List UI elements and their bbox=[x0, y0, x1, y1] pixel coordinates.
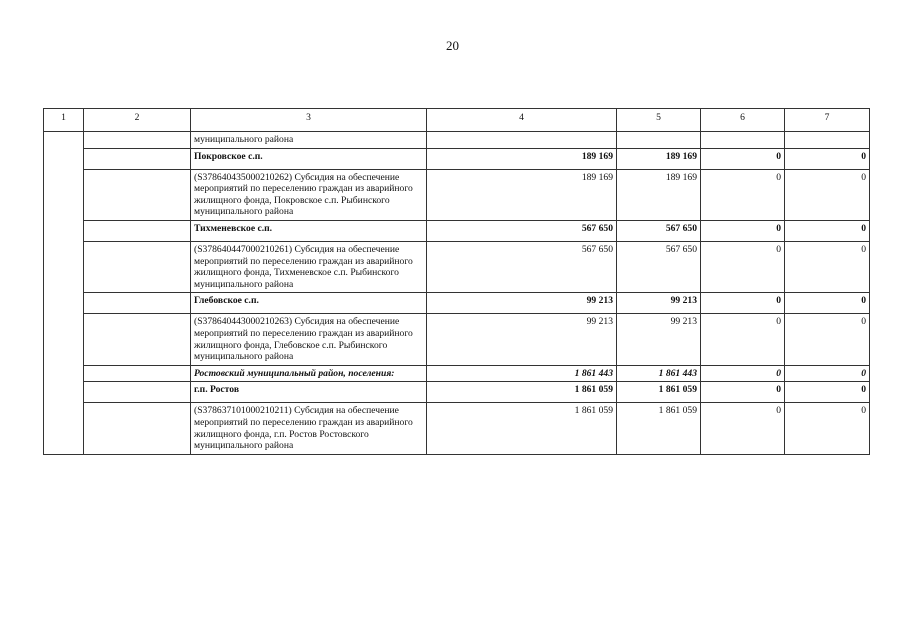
header-col-1: 1 bbox=[44, 109, 84, 132]
header-col-4: 4 bbox=[427, 109, 617, 132]
col2-cell bbox=[84, 293, 191, 314]
value-col4 bbox=[427, 132, 617, 149]
table-row bbox=[44, 314, 870, 365]
header-col-2: 2 bbox=[84, 109, 191, 132]
col2-cell bbox=[84, 132, 191, 149]
col2-cell bbox=[84, 169, 191, 220]
col2-cell bbox=[84, 403, 191, 454]
value-col4: 99 213 bbox=[427, 293, 617, 314]
value-col7: 0 bbox=[785, 169, 870, 220]
value-col4: 1 861 059 bbox=[427, 403, 617, 454]
col2-cell bbox=[84, 220, 191, 241]
value-col5: 1 861 443 bbox=[617, 365, 701, 382]
value-col5: 189 169 bbox=[617, 148, 701, 169]
col2-cell bbox=[84, 148, 191, 169]
value-col7: 0 bbox=[785, 241, 870, 292]
value-col5: 1 861 059 bbox=[617, 382, 701, 403]
value-col7: 0 bbox=[785, 148, 870, 169]
header-col-7: 7 bbox=[785, 109, 870, 132]
value-col4: 189 169 bbox=[427, 148, 617, 169]
value-col7: 0 bbox=[785, 220, 870, 241]
value-col6: 0 bbox=[701, 148, 785, 169]
col2-cell bbox=[84, 365, 191, 382]
value-col4: 1 861 059 bbox=[427, 382, 617, 403]
value-col6: 0 bbox=[701, 220, 785, 241]
name-cell: муниципального района bbox=[191, 132, 427, 149]
value-col4: 99 213 bbox=[427, 314, 617, 365]
name-cell: Покровское с.п. bbox=[191, 148, 427, 169]
value-col5: 567 650 bbox=[617, 220, 701, 241]
header-col-3: 3 bbox=[191, 109, 427, 132]
page-number: 20 bbox=[446, 38, 459, 53]
col2-cell bbox=[84, 382, 191, 403]
value-col5: 189 169 bbox=[617, 169, 701, 220]
value-col4: 1 861 443 bbox=[427, 365, 617, 382]
header-row bbox=[44, 109, 870, 132]
value-col5: 1 861 059 bbox=[617, 403, 701, 454]
name-cell: (S378640435000210262) Субсидия на обеспечение мероприятий по переселению граждан из аварийного жилищного фонда, Покровское с.п. Рыбинского муниципального района bbox=[191, 169, 427, 220]
table-row bbox=[44, 148, 870, 169]
value-col5: 99 213 bbox=[617, 293, 701, 314]
name-cell: Глебовское с.п. bbox=[191, 293, 427, 314]
budget-table bbox=[43, 108, 870, 455]
value-col4: 567 650 bbox=[427, 220, 617, 241]
value-col6: 0 bbox=[701, 169, 785, 220]
value-col6: 0 bbox=[701, 365, 785, 382]
value-col6 bbox=[701, 132, 785, 149]
col1-cell bbox=[44, 132, 84, 455]
name-cell: (S378637101000210211) Субсидия на обеспечение мероприятий по переселению граждан из аварийного жилищного фонда, г.п. Ростов Ростовского муниципального района bbox=[191, 403, 427, 454]
name-cell: Тихменевское с.п. bbox=[191, 220, 427, 241]
name-cell: (S378640443000210263) Субсидия на обеспечение мероприятий по переселению граждан из аварийного жилищного фонда, Глебовское с.п. Рыбинского муниципального района bbox=[191, 314, 427, 365]
table-row bbox=[44, 241, 870, 292]
value-col7: 0 bbox=[785, 403, 870, 454]
value-col7: 0 bbox=[785, 314, 870, 365]
table-row bbox=[44, 365, 870, 382]
table-row bbox=[44, 382, 870, 403]
value-col5: 567 650 bbox=[617, 241, 701, 292]
value-col6: 0 bbox=[701, 241, 785, 292]
col2-cell bbox=[84, 314, 191, 365]
value-col6: 0 bbox=[701, 293, 785, 314]
table-row bbox=[44, 293, 870, 314]
value-col6: 0 bbox=[701, 403, 785, 454]
value-col7: 0 bbox=[785, 382, 870, 403]
table-row bbox=[44, 132, 870, 149]
value-col4: 189 169 bbox=[427, 169, 617, 220]
col2-cell bbox=[84, 241, 191, 292]
value-col6: 0 bbox=[701, 314, 785, 365]
name-cell: г.п. Ростов bbox=[191, 382, 427, 403]
value-col6: 0 bbox=[701, 382, 785, 403]
table-row bbox=[44, 169, 870, 220]
table-row bbox=[44, 220, 870, 241]
name-cell: Ростовский муниципальный район, поселения: bbox=[191, 365, 427, 382]
header-col-5: 5 bbox=[617, 109, 701, 132]
value-col4: 567 650 bbox=[427, 241, 617, 292]
header-col-6: 6 bbox=[701, 109, 785, 132]
value-col5 bbox=[617, 132, 701, 149]
value-col7 bbox=[785, 132, 870, 149]
value-col7: 0 bbox=[785, 293, 870, 314]
name-cell: (S378640447000210261) Субсидия на обеспечение мероприятий по переселению граждан из аварийного жилищного фонда, Тихменевское с.п. Рыбинского муниципального района bbox=[191, 241, 427, 292]
table-row bbox=[44, 403, 870, 454]
value-col5: 99 213 bbox=[617, 314, 701, 365]
value-col7: 0 bbox=[785, 365, 870, 382]
